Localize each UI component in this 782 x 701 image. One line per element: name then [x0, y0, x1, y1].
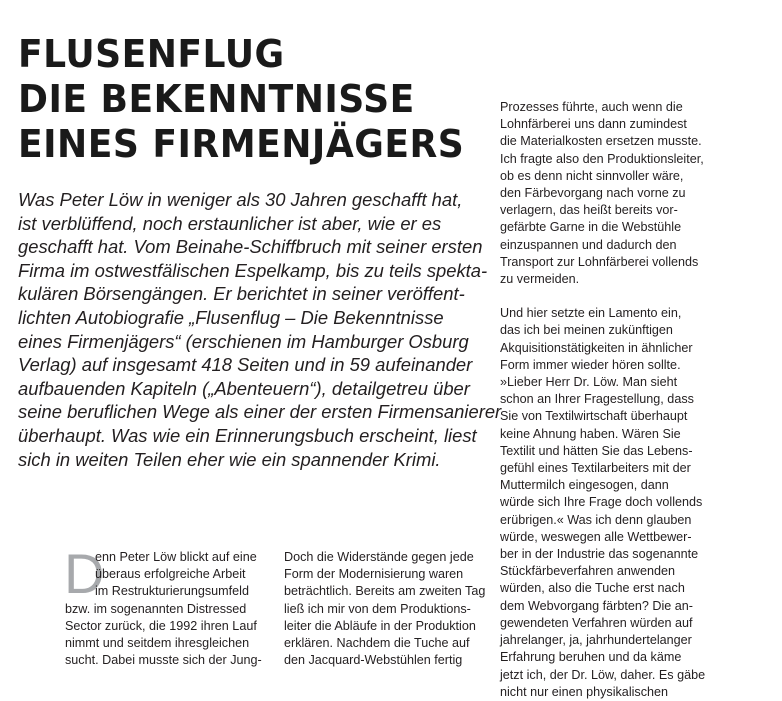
body-line: Form der Modernisierung waren — [284, 567, 464, 582]
body-line: beträchtlich. Bereits am zweiten Tag — [284, 584, 486, 599]
body-line: leiter die Abläufe in der Produktion — [284, 618, 476, 633]
body-column-left — [65, 549, 265, 669]
lead-paragraph — [18, 188, 502, 471]
title-line-1: FLUSENFLUG — [18, 32, 285, 76]
body-line: erübrigen.« Was ich denn glauben — [500, 512, 692, 527]
body-line: keine Ahnung haben. Wären Sie — [500, 426, 681, 441]
body-line: ob es denn nicht sinnvoller wäre, — [500, 168, 684, 183]
body-line: Stückfärbeverfahren anwenden — [500, 564, 676, 579]
body-line: jetzt ich, der Dr. Löw, daher. Es gäbe — [500, 667, 706, 682]
body-line: würde, weswegen alle Wettbewer- — [500, 529, 692, 544]
body-line: überaus erfolgreiche Arbeit — [95, 567, 246, 582]
body-column-right — [500, 99, 710, 701]
body-line: Sie von Textilwirtschaft überhaupt — [500, 409, 688, 424]
body-line: Akquisitionstätigkeiten in ähnlicher — [500, 340, 693, 355]
body-line: sucht. Dabei musste sich der Jung- — [65, 653, 262, 668]
body-line: nimmt und seitdem ihresgleichen — [65, 636, 250, 651]
body-line: den Jacquard-Webstühlen fertig — [284, 653, 463, 668]
title-line-2: DIE BEKENNTNISSE — [18, 77, 415, 121]
body-line: das ich bei meinen zukünftigen — [500, 323, 673, 338]
body-line: enn Peter Löw blickt auf eine — [95, 550, 257, 564]
body-line: ber in der Industrie das sogenannte — [500, 547, 699, 562]
body-line: Lohnfärberei uns dann zumindest — [500, 117, 687, 132]
body-line: »Lieber Herr Dr. Löw. Man sieht — [500, 375, 678, 390]
lead-line: lichten Autobiografie „Flusenflug – Die Bekenntnisse — [18, 306, 444, 328]
lead-line: Verlag) auf insgesamt 418 Seiten und in 59 aufeinander — [18, 354, 473, 376]
lead-line: eines Firmenjägers“ (erschienen im Hamburger Osburg — [18, 330, 469, 352]
lead-line: aufbauenden Kapiteln („Abenteuern“), detailgetreu über — [18, 377, 470, 399]
body-line: ließ ich mir von dem Produktions- — [284, 601, 471, 616]
lead-line: Firma im ostwestfälischen Espelkamp, bis zu teils spekta- — [18, 259, 488, 281]
body-line: zu vermeiden. — [500, 272, 580, 287]
body-line: Sector zurück, die 1992 ihren Lauf — [65, 618, 257, 633]
body-line: gewendeten Verfahren würden auf — [500, 615, 693, 630]
body-line: im Restrukturierungsumfeld — [95, 584, 249, 599]
body-line: den Färbevorgang nach vorne zu — [500, 186, 686, 201]
body-line: Doch die Widerstände gegen jede — [284, 550, 474, 564]
lead-line: geschafft hat. Vom Beinahe-Schiffbruch mit seiner ersten — [18, 236, 483, 258]
body-line: verlagern, das heißt bereits vor- — [500, 203, 678, 218]
body-line: würden, also die Tuche erst nach — [500, 581, 685, 596]
lead-line: ist verblüffend, noch erstaunlicher ist aber, wie er es — [18, 212, 442, 234]
body-column-middle — [284, 549, 484, 669]
title-line-3: EINES FIRMENJÄGERS — [18, 122, 465, 166]
body-line: Erfahrung beruhen und da käme — [500, 650, 682, 665]
body-line: erklären. Nachdem die Tuche auf — [284, 636, 470, 651]
lead-line: Was Peter Löw in weniger als 30 Jahren geschafft hat, — [18, 189, 463, 210]
lead-line: seine beruflichen Wege als einer der ersten Firmensanierer — [18, 401, 502, 423]
body-line: Prozesses führte, auch wenn die — [500, 100, 683, 114]
drop-cap: D — [64, 542, 105, 605]
lead-line: überhaupt. Was wie ein Erinnerungsbuch erscheint, liest — [18, 424, 477, 446]
body-line: gefärbte Garne in die Webstühle — [500, 220, 682, 235]
article-title — [18, 32, 465, 167]
body-line: würde sich Ihre Frage doch vollends — [500, 495, 703, 510]
lead-line: sich in weiten Teilen eher wie ein spannender Krimi. — [18, 448, 441, 470]
body-line: Textilit und hätten Sie das Lebens- — [500, 443, 693, 458]
body-line: Ich fragte also den Produktionsleiter, — [500, 151, 704, 166]
body-line: gefühl eines Textilarbeiters mit der — [500, 461, 691, 476]
body-line: nicht nur einen physikalischen — [500, 684, 669, 699]
body-line: einzuspannen und dadurch den — [500, 237, 677, 252]
body-line: jahrelanger, ja, jahrhundertelanger — [500, 633, 692, 648]
body-line: Form immer wieder hören sollte. — [500, 357, 681, 372]
body-line: dem Webvorgang färbten? Die an- — [500, 598, 693, 613]
lead-line: kulären Börsengängen. Er berichtet in seiner veröffent- — [18, 283, 465, 305]
body-line: Und hier setzte ein Lamento ein, — [500, 306, 682, 321]
body-line: die Materialkosten ersetzen musste. — [500, 134, 702, 149]
body-line: Muttermilch eingesogen, dann — [500, 478, 669, 493]
paragraph-gap — [500, 288, 710, 305]
body-line: Transport zur Lohnfärberei vollends — [500, 254, 699, 269]
body-line: schon an Ihrer Fragestellung, dass — [500, 392, 694, 407]
body-line: bzw. im sogenannten Distressed — [65, 601, 247, 616]
